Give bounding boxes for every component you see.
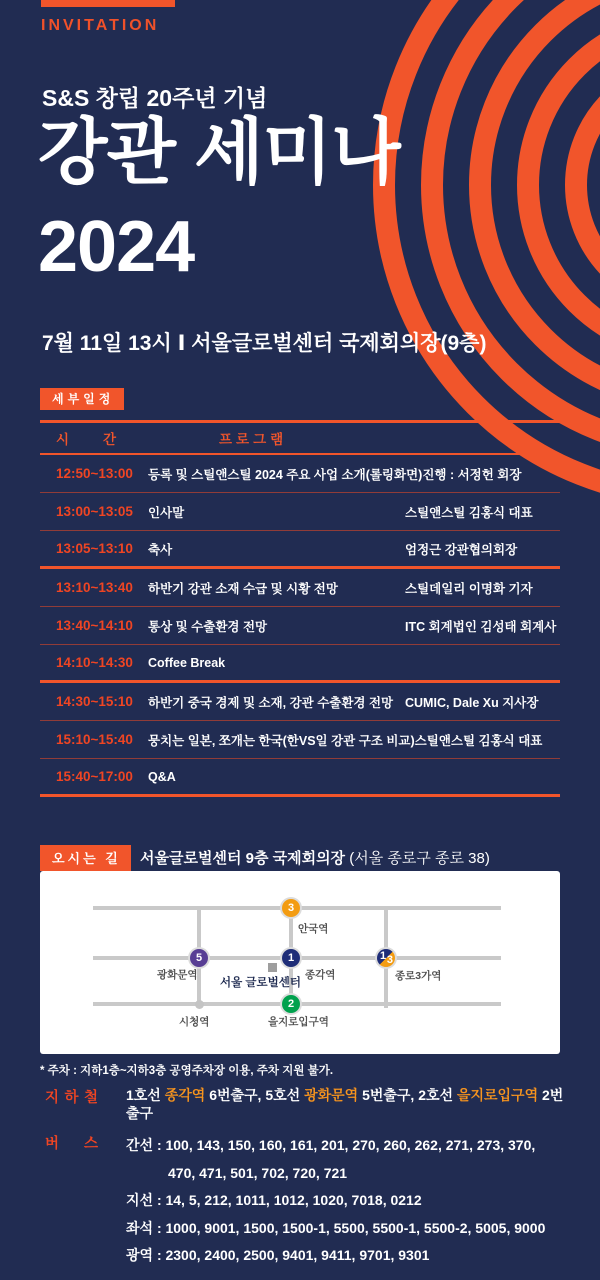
station-badge-을지로입구역: 2 [282,995,300,1013]
schedule-row [40,455,560,493]
schedule-header [40,420,560,455]
poster-subtitle: S&S 창립 20주년 기념 [42,85,268,111]
schedule-time: 13:10~13:40 [56,580,133,595]
transit-info [45,1086,565,1280]
subway-text: 1호선 [126,1087,165,1103]
schedule-row [40,607,560,645]
subway-station-highlight: 광화문역 [304,1087,359,1103]
venue-marker-square [268,963,277,972]
schedule-program: 통상 및 수출환경 전망 [148,619,268,634]
subway-line-text [126,1086,565,1122]
schedule-row [40,759,560,797]
schedule-speaker: 스틸데일리 이명화 기자 [405,581,533,596]
subway-text: 5번출구, 2호선 [358,1087,457,1103]
schedule-time: 13:05~13:10 [56,541,133,556]
schedule-time: 13:00~13:05 [56,504,133,519]
invitation-eyebrow: INVITATION [41,17,160,34]
station-badge-광화문역: 5 [190,949,208,967]
station-label-안국역: 안국역 [298,923,329,935]
schedule-speaker: CUMIC, Dale Xu 지사장 [405,695,539,710]
schedule-row [40,531,560,569]
schedule-program: 하반기 강관 소재 수급 및 시황 전망 [148,581,338,596]
venue-marker-label: 서울 글로벌센터 [220,977,301,989]
directions-section-label: 오시는 길 [40,845,131,871]
subway-label: 지 하 철 [45,1090,98,1106]
schedule-time: 14:30~15:10 [56,694,133,709]
bus-line-좌석: 좌석 : 1000, 9001, 1500, 1500-1, 5500, 5500-1, 5500-2, 5005, 9000 [126,1219,546,1236]
schedule-program: Coffee Break [148,655,226,670]
schedule-row [40,683,560,721]
station-dot-시청역 [195,1000,204,1009]
schedule-speaker: ITC 회계법인 김성태 회계사 [405,619,557,634]
schedule-header-time: 시 간 [56,432,116,447]
schedule-section-label: 세부일정 [40,388,124,410]
directions-venue-address: (서울 종로구 종로 38) [349,850,490,867]
subway-station-highlight: 종각역 [164,1087,206,1103]
schedule-program: 하반기 중국 경제 및 소재, 강관 수출환경 전망 [148,695,394,710]
bus-line-간선: 간선 : 100, 143, 150, 160, 161, 201, 270, 260, 262, 271, 273, 370, 470, 471, 501, 702, 720, 721 [126,1137,536,1181]
subway-map [40,871,560,1054]
schedule-row [40,569,560,607]
schedule-header-program: 프로그램 [219,432,288,447]
station-label-광화문역: 광화문역 [157,969,198,981]
schedule-row [40,645,560,683]
schedule-speaker: 스틸앤스틸 김홍식 대표 [405,505,533,520]
station-badge-안국역: 3 [282,899,300,917]
schedule-speaker: 진행 : 서정헌 회장 [422,467,522,482]
station-label-종로3가역: 종로3가역 [395,970,442,982]
schedule-time: 14:10~14:30 [56,655,133,670]
schedule-time: 15:10~15:40 [56,732,133,747]
poster-title-line1: 강관 세미나 [38,113,400,193]
bus-label: 버 스 [45,1136,98,1152]
subway-text: 6번출구, 5호선 [205,1087,305,1103]
schedule-speaker: 스틸앤스틸 김홍식 대표 [414,733,543,748]
schedule-row [40,721,560,759]
subway-info-row [45,1086,565,1122]
bus-line-지선: 지선 : 14, 5, 212, 1011, 1012, 1020, 7018, 0212 [126,1192,422,1208]
bus-line-광역: 광역 : 2300, 2400, 2500, 9401, 9411, 9701, 9301 [126,1247,430,1263]
schedule-program: 뭉치는 일본, 쪼개는 한국(한VS일 강관 구조 비교) [148,733,415,748]
event-datetime-venue: 7월 11일 13시 Ⅰ 서울글로벌센터 국제회의장(9층) [42,332,487,355]
subway-text: 2번출구 [126,1087,564,1121]
directions-venue-name: 서울글로벌센터 9층 국제회의장 [140,850,346,867]
schedule-time: 13:40~14:10 [56,618,133,633]
schedule-table [40,420,560,797]
directions-venue [140,847,490,868]
schedule-row [40,493,560,531]
schedule-program: 인사말 [148,505,185,520]
schedule-rows [40,455,560,797]
schedule-program: 축사 [148,542,173,557]
poster-title [38,106,400,294]
subway-station-highlight: 을지로입구역 [456,1087,539,1103]
poster-title-line2: 2024 [38,207,195,287]
schedule-time: 15:40~17:00 [56,769,133,784]
parking-note: * 주차 : 지하1층~지하3층 공영주차장 이용, 주차 지원 불가. [40,1065,334,1077]
schedule-program: Q&A [148,769,176,784]
schedule-time: 12:50~13:00 [56,466,133,481]
bus-info-row [45,1132,565,1270]
station-badge-종로3가역: 1 3 [377,949,395,967]
bus-lines [126,1132,562,1270]
station-label-종각역: 종각역 [305,969,336,981]
schedule-program: 등록 및 스틸앤스틸 2024 주요 사업 소개(롤링화면) [148,467,423,482]
station-badge-종각역: 1 [282,949,300,967]
schedule-speaker: 엄정근 강관협의회장 [405,542,518,557]
top-accent-bar [41,0,175,7]
station-label-시청역: 시청역 [179,1016,210,1028]
station-label-을지로입구역: 을지로입구역 [268,1016,329,1028]
